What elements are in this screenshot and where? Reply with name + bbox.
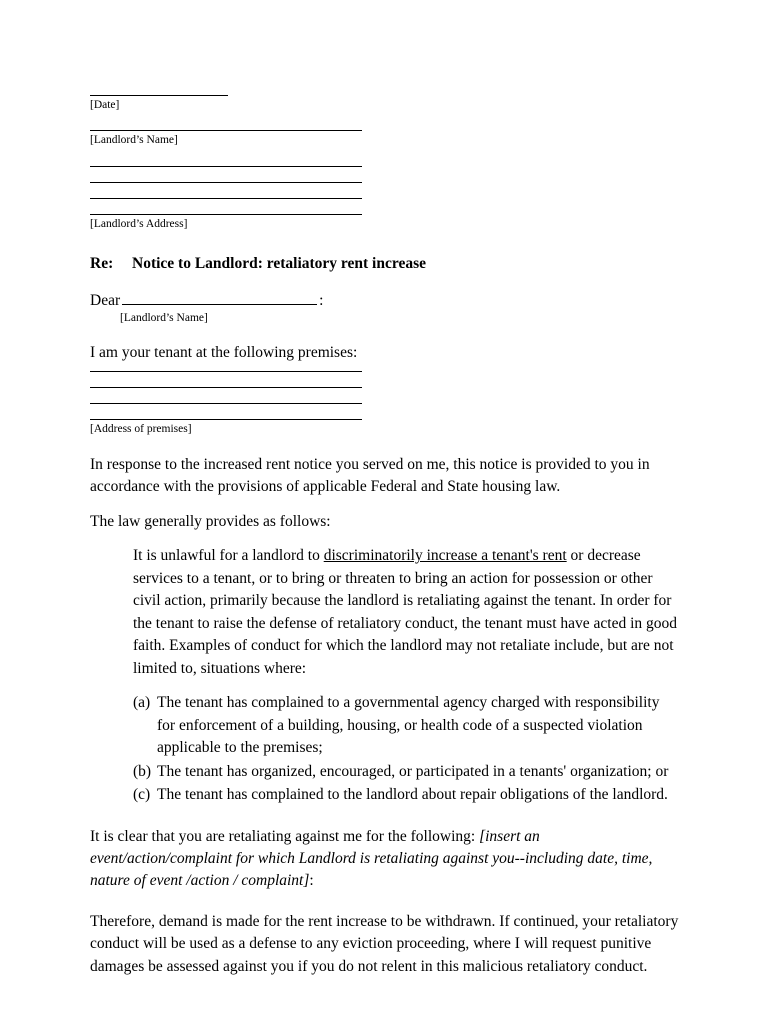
landlord-address-line-4 <box>90 214 362 215</box>
landlord-address-caption: [Landlord’s Address] <box>90 217 188 230</box>
law-quote-paragraph <box>133 545 680 680</box>
law-intro-paragraph: The law generally provides as follows: <box>90 512 331 530</box>
premises-line-2 <box>90 387 362 388</box>
premises-intro: I am your tenant at the following premises: <box>90 344 358 362</box>
landlord-name-caption: [Landlord’s Name] <box>90 134 178 147</box>
list-item <box>133 761 680 783</box>
re-label: Re: <box>90 255 114 273</box>
response-paragraph: In response to the increased rent notice you served on me, this notice is provided to you in accordance with the provisions of applicable Federal and State housing law. <box>90 455 650 496</box>
list-marker-b: (b) <box>133 762 152 780</box>
list-text-a: The tenant has complained to a governmental agency charged with responsibility for enforcement of a building, housing, or health code of a suspected violation applicable to the premises; <box>157 694 660 757</box>
landlord-address-line-2 <box>90 182 362 183</box>
premises-line-1 <box>90 371 362 372</box>
list-text-b: The tenant has organized, encouraged, or participated in a tenants' organization; or <box>157 762 669 780</box>
re-line <box>90 255 680 273</box>
date-caption: [Date] <box>90 99 120 111</box>
landlord-address-blank-lines <box>90 166 680 215</box>
premises-line-3 <box>90 403 362 404</box>
list-item <box>133 784 680 806</box>
law-quote-underlined: discriminatorily increase a tenant's rent <box>323 547 567 565</box>
list-item <box>133 692 680 759</box>
list-text-c: The tenant has complained to the landlord about repair obligations of the landlord. <box>157 786 668 804</box>
re-subject: Notice to Landlord: retaliatory rent increase <box>132 255 427 273</box>
salutation-colon: : <box>319 292 324 310</box>
salutation-row <box>90 291 680 310</box>
document-body <box>90 95 680 978</box>
date-blank-line <box>90 95 228 96</box>
landlord-name-blank-line <box>90 130 362 131</box>
premises-blank-lines <box>90 371 680 420</box>
retaliating-paragraph <box>90 826 680 893</box>
salutation-word: Dear <box>90 292 121 310</box>
list-marker-c: (c) <box>133 786 151 804</box>
retaliating-insert-placeholder: [insert an event/action/complaint for which Landlord is retaliating against you--including date, time, nature of event /action / complaint] <box>90 827 653 890</box>
retaliating-lead: It is clear that you are retaliating against me for the following: <box>90 827 480 845</box>
law-quote-part2: or decrease services to a tenant, or to bring or threaten to bring an action for possession or other civil action, primarily because the landlord is retaliating against the tenant. In order for the tenant to raise the defense of retaliatory conduct, the tenant must have acted in good faith. Examples of conduct for which the landlord may not retaliate include, but are not limited to, situations where: <box>133 547 678 677</box>
law-quote-part1: It is unlawful for a landlord to <box>133 547 324 565</box>
salutation-blank-line <box>122 291 317 305</box>
law-examples-list <box>133 692 680 806</box>
demand-paragraph: Therefore, demand is made for the rent increase to be withdrawn. If continued, your retaliatory conduct will be used as a defense to any eviction proceeding, where I will request punitive damages be assessed against you if you do not relent in this malicious retaliatory conduct. <box>90 912 679 975</box>
list-marker-a: (a) <box>133 694 151 712</box>
landlord-address-line-1 <box>90 166 362 167</box>
premises-caption: [Address of premises] <box>90 422 192 435</box>
landlord-address-line-3 <box>90 198 362 199</box>
premises-line-4 <box>90 419 362 420</box>
salutation-caption: [Landlord’s Name] <box>120 312 208 325</box>
retaliating-tail: : <box>309 872 314 890</box>
